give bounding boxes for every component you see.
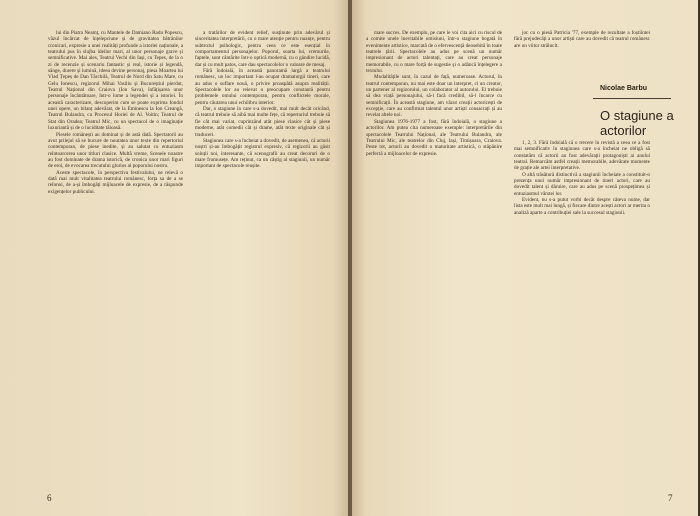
author-name: Nicolae Barbu <box>600 85 648 92</box>
paragraph: Stagiunea 1976-1977 a fost, fără îndoială, o stagiune a actorilor. Am putea cita numeroase exemple: interpretările din spectacolele Teatrului Național, ale Teatrului Bulandra, ale Teatrului Mic, ale teatrelor din Cluj, Iași, Timișoara, Craiova. Peste tot, actorii au dovedit o maturitate artistică, o stăpânire perfectă a mijloacelor de expresie. <box>366 118 502 157</box>
paragraph: O altă trăsătură distinctivă a stagiunii încheiate a constituit-o prezența unui număr impresionant de tineri actori, care au dovedit talent și dăruire, care au adus pe scenă prospețimea și entuziasmul vârstei lor. <box>514 171 650 197</box>
paragraph: lui din Piatra Neamț, cu Mantele de Damiano Radu Popescu, văzul încărcat de înțelepciune și de gravitatea bătrânilor cronicari, expresie a unei realități profunde a istoriei naționale, a teatrului pus în slujba ideilor mari, al unor personaje grave și semnificative. Mai ales, Teatrul Vechi din Iași, cu Tepes, de la o zi de recenzie și scenariu fantastic și real, istorie și legendă, sânge, durere și lumină, ideea devine personaj, piesa Moartea lui Vlad Țepeș de Dan Tărchilă, Teatrul de Nord din Satu Mare, cu Gelu Ionescu, regizorul Mihai Vasiliu și Bucureștiul pierdut, Teatrul Național din Craiova (Ion Sava), înfățișarea unor personaje încântătoare, într-o lume a legendei și a istoriei. În această caracterizare, descoperim cum se poate exprima fondul unei opere, un bilanț adevărat, de la Eminescu la Ion Creangă, Teatrul Bulandra, cu Procesul Horiei de Al. Voitin; Teatrul de Stat din Oradea; Teatrul Mic, cu un spectacol de o imaginație luxuriantă și de o luciditate tăioasă. <box>48 30 183 132</box>
paragraph: a tratărilor de evident relief, susținute prin adevărul și sinceritatea interpretării, cu o mare atenție pentru nuanțe, pentru subtextul psihologic, pentru ceea ce este esențial în comportamentul personajelor. Poporul, soarta lui, vremurile, faptele, sunt cântărite într-o optică modernă, cu o gândire lucidă, dar și cu mult patos, care dau spectacolelor o valoare de mesaj. <box>195 30 330 68</box>
paragraph: Evident, nu s-a putut vorbi decât despre câteva nume, dar lista este mult mai lungă, și fiecare dintre acești actori ar merita o analiză aparte a contribuției sale la succesul stagiunii. <box>514 197 650 216</box>
left-page-column-2 <box>195 30 330 486</box>
right-page-column-1 <box>366 30 502 486</box>
paragraph: 1, 2, 3. Fără îndoială că o trecere în revistă a ceea ce a fost mai semnificativ în stagiunea care s-a încheiat ne obligă să constatăm că actorii au fost adevărații protagoniști ai anului teatral. Remarcăm astfel creații memorabile, adevărate momente de grație ale artei interpretative. <box>514 140 650 172</box>
left-page-column-1 <box>48 30 183 486</box>
essay-title: O stagiune a actorilor <box>600 108 674 138</box>
right-page-column-2 <box>514 140 650 486</box>
right-page <box>352 0 698 516</box>
paragraph: Stagiunea care s-a încheiat a dovedit, de asemenea, că actorii noștri și-au îmbogățit registrul expresiv, că regizorii au găsit soluții noi, interesante, că scenografii au creat decoruri de o mare frumusețe. Am reținut, ca un câștig al stagiunii, un număr important de spectacole reușite. <box>195 137 330 170</box>
paragraph: joc cu o piesă Patricia '77, exemple de rezultate a foștiintei fără prejudecăți a unor artiști care au dovedit că teatrul românesc are un viitor strălucit. <box>514 30 650 49</box>
page-number-right: 7 <box>668 493 673 503</box>
title-rule <box>593 98 671 99</box>
paragraph: Dar, o stagiune în care s-a dovedit, mai mult decât oricând, că teatrul trebuie să aibă mai multe fețe, că repertoriul trebuie să fie cât mai variat, cuprinzând atât piese clasice cât și piese moderne, atât comedii cât și drame, atât texte originale cât și traduceri. <box>195 106 330 138</box>
paragraph: Modalitățile sunt, în cazul de față, numeroase. Actorul, în teatrul contemporan, nu mai este doar un interpret, ci un creator, un partener al regizorului, un colaborator al autorului. El trebuie să dea viață personajului, să-l facă credibil, să-l încarce cu semnificații. În această stagiune, am văzut creații actoricești de excepție, care au confirmat talentul unor artiști consacrați și au revelat altele noi. <box>366 74 502 119</box>
paragraph: Piesele românești au dominat și de astă dată. Spectatorii au avut prilejul să se bucure de noutatea unor texte din repertoriul contemporan, de piese inedite, și au salutat cu entuziasm reîntoarcerea unor titluri clasice. Multă vreme, Scenele noastre au fost dominate de drama istorică, de cronica unor mari figuri de eroi, de evocarea trecutului glorios al poporului nostru. <box>48 131 183 170</box>
left-page <box>0 0 348 516</box>
right-page-column-2-intro <box>514 30 650 80</box>
paragraph: mare succes. De exemplu, pe care le voi cita aici cu riscul de a comite unele inevitabile omisiuni, într-o stagiune bogată în evenimente artistice, marcată de o efervescență deosebită în toate teatrele țării. Spectacolele au adus pe scenă un număr impresionant de actori talentați, care au creat personaje memorabile, cu o mare forță de sugestie și o adâncă înțelegere a textului. <box>366 30 502 75</box>
paragraph: Aceste spectacole, în perspectiva festivalului, ne relevă o dată mai mult vitalitatea teatrului românesc, forța sa de a se reînnoi, de a-și îmbogăți mijloacele de expresie, de a răspunde exigențelor publicului. <box>48 169 183 195</box>
page-number-left: 6 <box>47 493 52 503</box>
paragraph: Fără îndoială, în această panoramă largă a teatrului românesc, un loc important l-au ocupat dramaturgii tineri, care au adus o suflare nouă, o privire proaspătă asupra realității. Spectacolele lor au relevat o preocupare constantă pentru problemele omului contemporan, pentru conflictele morale, pentru căutarea unui echilibru interior. <box>195 68 330 106</box>
